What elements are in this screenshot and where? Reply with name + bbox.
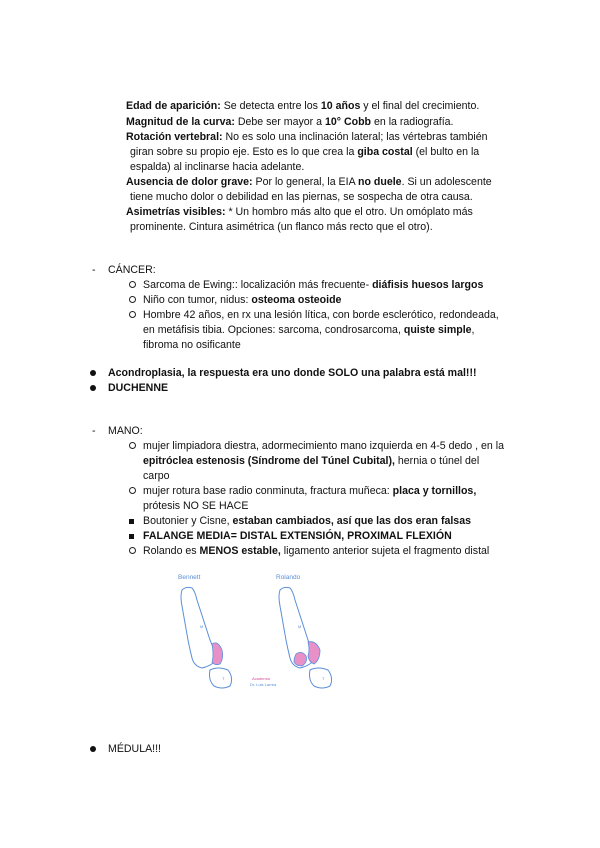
rotacion-text-2: giran sobre su propio eje. Esto es lo que crea la xyxy=(130,146,358,158)
mano-item-boutonier xyxy=(143,514,471,529)
circle-bullet-icon xyxy=(129,544,136,559)
mano-dash: - xyxy=(92,425,96,437)
circle-bullet-icon xyxy=(129,293,136,308)
rotacion-line-3: espalda) al inclinarse hacia adelante. xyxy=(130,161,305,173)
rotacion-line-2 xyxy=(130,145,479,160)
square-bullet-icon xyxy=(129,529,134,544)
mano-item-rotura xyxy=(143,484,476,499)
rolando-text: Rolando es xyxy=(143,545,200,557)
edad-aparicion-line xyxy=(126,99,479,114)
placa-tornillos-bold: placa y tornillos, xyxy=(392,485,477,497)
no-duele-bold: no duele xyxy=(358,176,402,188)
figure-caption-1: Academia xyxy=(252,676,270,681)
figure-caption-2: Dr. Luis Larrea xyxy=(250,682,277,687)
rotacion-line xyxy=(126,130,488,145)
quiste-simple-bold: quiste simple xyxy=(403,324,472,336)
rotacion-label: Rotación vertebral: xyxy=(126,131,223,143)
rotacion-text: No es solo una inclinación lateral; las vértebras también xyxy=(222,131,488,143)
boutonier-text: Boutonier y Cisne, xyxy=(143,515,233,527)
edad-bold: 10 años xyxy=(320,100,361,112)
asimetrias-text: * Un hombro más alto que el otro. Un omóplato más xyxy=(225,206,473,218)
rolando-text-2: ligamento anterior sujeta el fragmento distal xyxy=(280,545,490,557)
osteoma-text: Niño con tumor, nidus: xyxy=(143,294,252,306)
mano-title: MANO: xyxy=(108,425,143,437)
rotura-text: mujer rotura base radio conminuta, fractura muñeca: xyxy=(143,485,393,497)
duchenne-bold: DUCHENNE xyxy=(108,382,169,394)
medula-item: MÉDULA!!! xyxy=(108,743,161,755)
giba-costal-bold: giba costal xyxy=(357,146,413,158)
cancer-title: CÁNCER: xyxy=(108,264,156,276)
bullet-icon xyxy=(90,381,96,396)
dolor-label: Ausencia de dolor grave: xyxy=(126,176,253,188)
rolando-mark: M xyxy=(298,624,302,629)
label-rolando: Rolando xyxy=(276,574,301,581)
mano-item-limpiadora-3: carpo xyxy=(143,470,170,482)
rolando-mark-t: T xyxy=(322,676,325,681)
magnitud-text: Debe ser mayor a xyxy=(234,116,325,128)
magnitud-bold: 10° Cobb xyxy=(325,116,372,128)
bennett-trapezium xyxy=(210,668,232,688)
cancer-item-osteoma xyxy=(143,293,341,308)
cancer-item-hombre-2 xyxy=(143,323,475,338)
dolor-text-2: . Si un adolescente xyxy=(401,176,492,188)
circle-bullet-icon xyxy=(129,308,136,323)
dolor-line-2: tiene mucho dolor o debilidad en las piernas, se sospecha de otra causa. xyxy=(130,191,473,203)
rolando-bold: MENOS estable, xyxy=(199,545,281,557)
rotacion-text-3: (el bulto en la xyxy=(412,146,480,158)
dolor-text: Por lo general, la EIA xyxy=(252,176,358,188)
circle-bullet-icon xyxy=(129,439,136,454)
rolando-trapezium xyxy=(310,668,332,688)
ewing-text: Sarcoma de Ewing:: localización más frecuente- xyxy=(143,279,373,291)
bullet-icon xyxy=(90,742,96,757)
bennett-rolando-figure xyxy=(172,570,372,695)
tunel-cubital-bold: epitróclea estenosis (Síndrome del Túnel Cubital), xyxy=(143,455,395,467)
cancer-item-hombre-3: fibroma no osificante xyxy=(143,339,241,351)
magnitud-line xyxy=(126,115,453,130)
rolando-fragment-1 xyxy=(294,652,307,666)
square-bullet-icon xyxy=(129,514,134,529)
asimetrias-line-2: prominente. Cintura asimétrica (un flanco más recto que el otro). xyxy=(130,221,433,233)
bennett-fragment xyxy=(212,643,223,665)
bennett-mark-t: T xyxy=(222,676,225,681)
osteoma-bold: osteoma osteoide xyxy=(251,294,342,306)
asimetrias-line xyxy=(126,205,473,220)
hombre-comma: , xyxy=(471,324,475,336)
edad-label: Edad de aparición: xyxy=(126,100,221,112)
edad-text: Se detecta entre los xyxy=(220,100,321,112)
mano-item-rotura-2: prótesis NO SE HACE xyxy=(143,500,249,512)
bullet-icon xyxy=(90,366,96,381)
bennett-mark: M xyxy=(200,624,204,629)
label-bennett: Bennett xyxy=(178,574,201,581)
dolor-line xyxy=(126,175,492,190)
asimetrias-label: Asimetrías visibles: xyxy=(126,206,226,218)
rolando-fragment-2 xyxy=(308,642,320,664)
cancer-item-ewing xyxy=(143,278,483,293)
hombre-text: en metáfisis tibia. Opciones: sarcoma, condrosarcoma, xyxy=(143,324,404,336)
mano-item-limpiadora: mujer limpiadora diestra, adormecimiento mano izquierda en 4-5 dedo , en la xyxy=(143,440,504,452)
falange-bold: FALANGE MEDIA= DISTAL EXTENSIÓN, PROXIMAL FLEXIÓN xyxy=(143,530,452,542)
magnitud-text-2: en la radiografía. xyxy=(371,116,454,128)
duchenne-item xyxy=(108,381,168,396)
mano-item-limpiadora-2 xyxy=(143,454,479,469)
mano-item-rolando xyxy=(143,544,489,559)
boutonier-bold: estaban cambiados, así que las dos eran falsas xyxy=(232,515,471,527)
limpiadora-text: hernia o túnel del xyxy=(394,455,480,467)
edad-text-2: y el final del crecimiento. xyxy=(360,100,480,112)
circle-bullet-icon xyxy=(129,278,136,293)
acondroplasia-item xyxy=(108,366,477,381)
mano-item-falange xyxy=(143,529,452,544)
fracture-diagram xyxy=(172,570,372,695)
circle-bullet-icon xyxy=(129,484,136,499)
acondroplasia-bold: Acondroplasia, la respuesta era uno donde SOLO una palabra está mal!!! xyxy=(108,367,477,379)
ewing-bold: diáfisis huesos largos xyxy=(372,279,484,291)
cancer-dash: - xyxy=(92,264,96,276)
magnitud-label: Magnitud de la curva: xyxy=(126,116,235,128)
cancer-item-hombre: Hombre 42 años, en rx una lesión lítica, con borde esclerótico, redondeada, xyxy=(143,309,499,321)
